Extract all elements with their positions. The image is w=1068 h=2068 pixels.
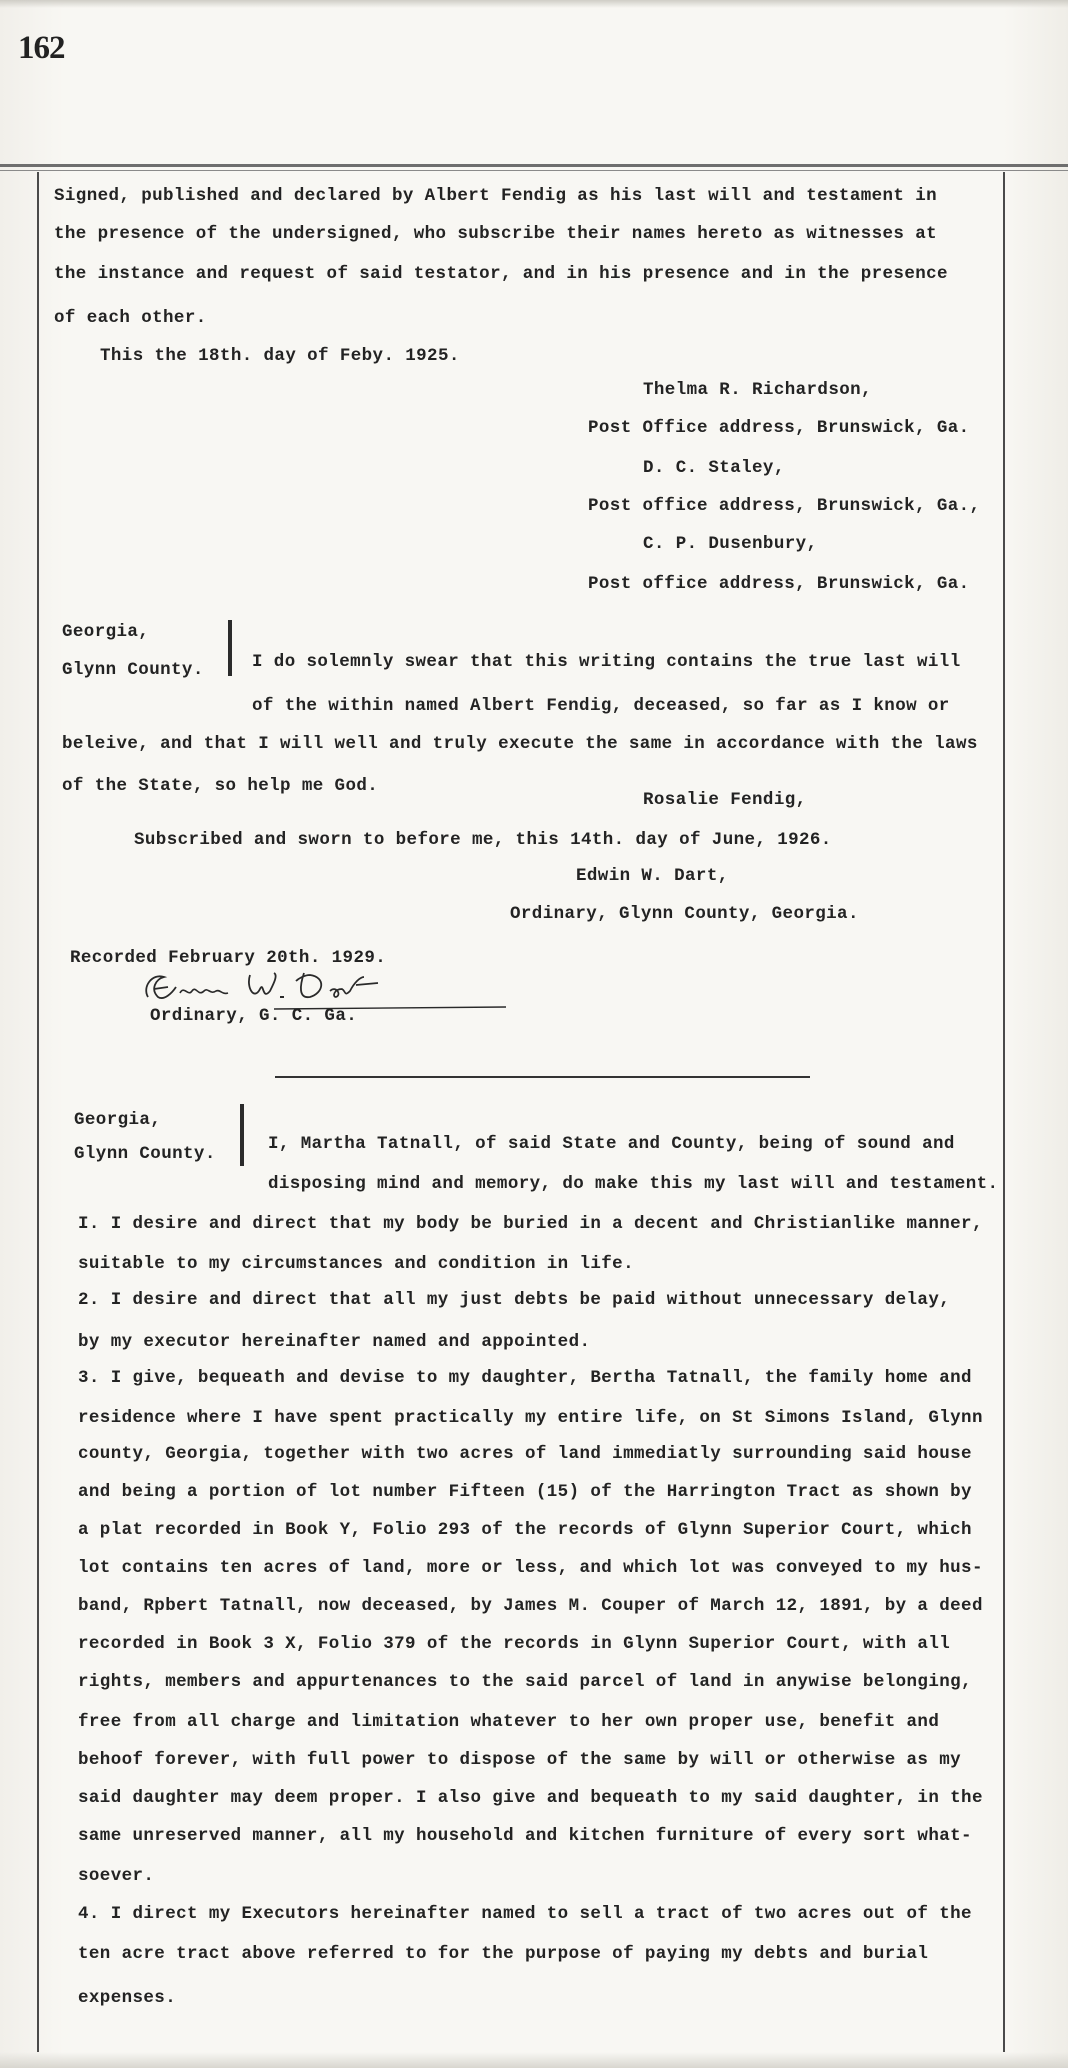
page-number: 162 (18, 30, 65, 66)
will-body-line: a plat recorded in Book Y, Folio 293 of the records of Glynn Superior Court, which (78, 1520, 972, 1540)
venue-county: Glynn County. (74, 1144, 216, 1164)
attestation-line: the instance and request of said testator, and in his presence and in the presence (54, 264, 948, 284)
witness-name: C. P. Dusenbury, (643, 534, 818, 554)
oath-line: of the State, so help me God. (62, 776, 379, 796)
page-bottom-edge (0, 2052, 1068, 2068)
will-body-line: soever. (78, 1866, 155, 1886)
will-intro-line: disposing mind and memory, do make this my last will and testament. (268, 1174, 999, 1194)
will-body-line: rights, members and appurtenances to the said parcel of land in anywise belonging, (78, 1672, 972, 1692)
will-body-line: 2. I desire and direct that all my just debts be paid without unnecessary delay, (78, 1290, 951, 1310)
will-body-line: county, Georgia, together with two acres of land immediatly surrounding said house (78, 1444, 972, 1464)
will-body-line: same unreserved manner, all my household and kitchen furniture of every sort what- (78, 1826, 972, 1846)
affiant-name: Rosalie Fendig, (643, 790, 807, 810)
recorded-line: Recorded February 20th. 1929. (70, 948, 387, 968)
left-margin-rule (37, 172, 39, 2052)
venue-bracket (228, 620, 232, 676)
venue-bracket (240, 1104, 244, 1166)
will-body-line: recorded in Book 3 X, Folio 379 of the records in Glynn Superior Court, with all (78, 1634, 951, 1654)
will-intro-line: I, Martha Tatnall, of said State and County, being of sound and (268, 1134, 955, 1154)
will-body-line: lot contains ten acres of land, more or less, and which lot was conveyed to my hus- (78, 1558, 983, 1578)
header-rule-secondary (0, 170, 1068, 171)
signature-title: Ordinary, G. C. Ga. (150, 1006, 358, 1026)
subscribed-line: Subscribed and sworn to before me, this 14th. day of June, 1926. (134, 830, 832, 850)
officer-name: Edwin W. Dart, (576, 866, 729, 886)
oath-line: of the within named Albert Fendig, deceased, so far as I know or (252, 696, 950, 716)
attestation-date: This the 18th. day of Feby. 1925. (100, 346, 460, 366)
will-body-line: 4. I direct my Executors hereinafter named to sell a tract of two acres out of the (78, 1904, 972, 1924)
witness-address: Post Office address, Brunswick, Ga. (588, 418, 970, 438)
will-body-line: I. I desire and direct that my body be buried in a decent and Christianlike manner, (78, 1214, 983, 1234)
section-divider (275, 1076, 810, 1078)
witness-address: Post office address, Brunswick, Ga., (588, 496, 981, 516)
will-body-line: said daughter may deem proper. I also give and bequeath to my said daughter, in the (78, 1788, 983, 1808)
oath-line: beleive, and that I will well and truly execute the same in accordance with the laws (62, 734, 978, 754)
will-body-line: and being a portion of lot number Fifteen (15) of the Harrington Tract as shown by (78, 1482, 972, 1502)
oath-line: I do solemnly swear that this writing contains the true last will (252, 652, 961, 672)
venue-state: Georgia, (62, 622, 150, 642)
will-body-line: free from all charge and limitation whatever to her own proper use, benefit and (78, 1712, 940, 1732)
venue-state: Georgia, (74, 1110, 162, 1130)
will-body-line: behoof forever, with full power to dispose of the same by will or otherwise as my (78, 1750, 962, 1770)
attestation-line: the presence of the undersigned, who subscribe their names hereto as witnesses at (54, 224, 938, 244)
will-body-line: expenses. (78, 1988, 177, 2008)
will-body-line: by my executor hereinafter named and appointed. (78, 1332, 591, 1352)
witness-name: D. C. Staley, (643, 458, 785, 478)
will-body-line: ten acre tract above referred to for the purpose of paying my debts and burial (78, 1944, 929, 1964)
will-body-line: suitable to my circumstances and condition in life. (78, 1254, 634, 1274)
witness-address: Post office address, Brunswick, Ga. (588, 574, 970, 594)
will-body-line: 3. I give, bequeath and devise to my daughter, Bertha Tatnall, the family home and (78, 1368, 972, 1388)
witness-name: Thelma R. Richardson, (643, 380, 872, 400)
will-body-line: residence where I have spent practically my entire life, on St Simons Island, Glynn (78, 1408, 983, 1428)
officer-title: Ordinary, Glynn County, Georgia. (510, 904, 859, 924)
header-rule (0, 164, 1068, 167)
right-margin-rule (1003, 172, 1005, 2052)
attestation-line: Signed, published and declared by Albert Fendig as his last will and testament in (54, 186, 938, 206)
page-top-edge (0, 0, 1068, 8)
will-body-line: band, Rpbert Tatnall, now deceased, by James M. Couper of March 12, 1891, by a deed (78, 1596, 983, 1616)
attestation-line: of each other. (54, 308, 207, 328)
venue-county: Glynn County. (62, 660, 204, 680)
